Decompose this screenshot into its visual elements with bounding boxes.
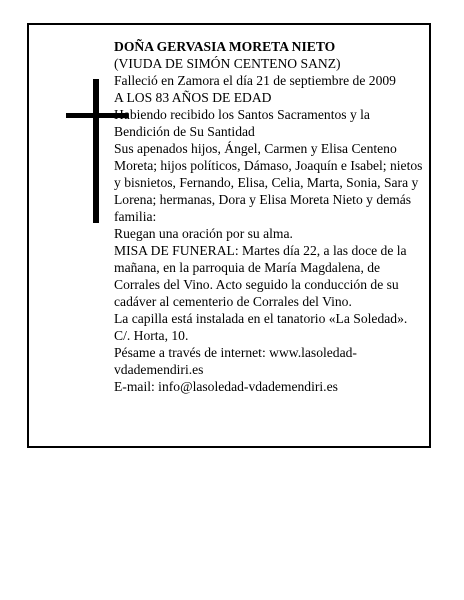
age-line: A LOS 83 AÑOS DE EDAD — [114, 90, 272, 105]
prayer-line: Ruegan una oración por su alma. — [114, 226, 293, 241]
sacraments-line: Habiendo recibido los Santos Sacramentos y la Bendición de Su Santidad — [114, 107, 370, 139]
chapel-paragraph: La capilla está instalada en el tanatorio «La Soledad». C/. Horta, 10. — [114, 311, 408, 343]
notice-body — [114, 38, 424, 395]
funeral-paragraph: MISA DE FUNERAL: Martes día 22, a las doce de la mañana, en la parroquia de María Magdalena, de Corrales del Vino. Acto seguido la conducción de su cadáver al cementerio de Corrales del Vino. — [114, 243, 407, 309]
death-date-line: Falleció en Zamora el día 21 de septiembre de 2009 — [114, 73, 396, 88]
widow-of-line: (VIUDA DE SIMÓN CENTENO SANZ) — [114, 56, 341, 71]
internet-condolence-line: Pésame a través de internet: www.lasoledad-vdademendiri.es — [114, 345, 357, 377]
cross-vertical-bar — [93, 79, 99, 223]
family-paragraph: Sus apenados hijos, Ángel, Carmen y Elisa Centeno Moreta; hijos políticos, Dámaso, Joaquín e Isabel; nietos y bisnietos, Fernando, Elisa, Celia, Marta, Sonia, Sara y Lorena; hermanas, Dora y Elisa Moreta Nieto y demás familia: — [114, 141, 423, 224]
deceased-name: DOÑA GERVASIA MORETA NIETO — [114, 39, 336, 54]
email-line: E-mail: info@lasoledad-vdademendiri.es — [114, 379, 338, 394]
